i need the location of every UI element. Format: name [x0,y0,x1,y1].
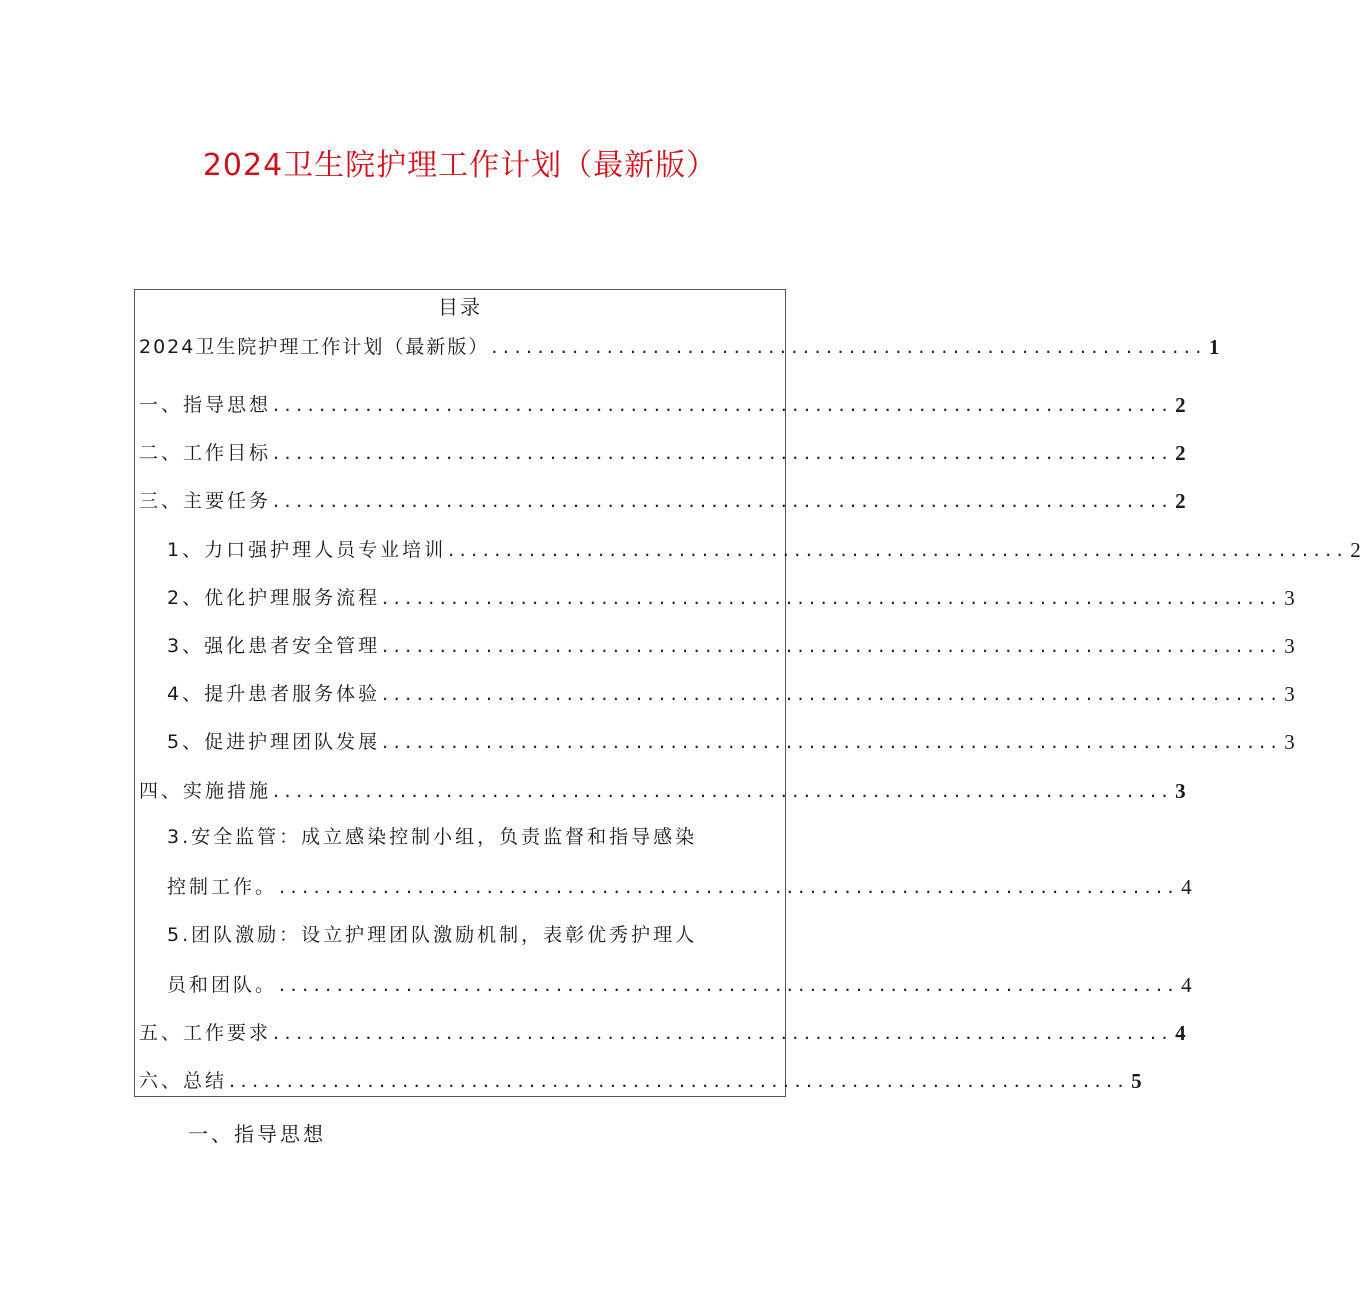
toc-leader-dots: .............................................................................. [382,635,1283,657]
toc-leader-dots: .............................................................................. [279,876,1180,898]
document-title: 2024卫生院护理工作计划（最新版） [202,148,718,183]
toc-entry-text: 2024卫生院护理工作计划（最新版） [139,336,490,358]
toc-entry-text: 四、实施措施 [139,780,272,802]
toc-entry-page: 2 [1350,538,1361,562]
toc-entry[interactable] [139,484,1186,516]
toc-subentry[interactable] [167,725,1295,757]
toc-entry-text: 二、工作目标 [139,442,272,464]
toc-subentry[interactable] [167,677,1295,709]
toc-leader-dots: .............................................................................. [229,1070,1130,1092]
toc-entry-text: 六、总结 [139,1070,228,1092]
toc-entry-page: 3 [1284,682,1295,706]
table-of-contents [134,289,1361,1097]
toc-entry-page: 2 [1175,393,1186,417]
toc-leader-dots: .............................................................................. [273,442,1174,464]
toc-entry[interactable] [139,1016,1186,1048]
toc-subentry[interactable] [167,870,1192,902]
toc-subentry-line1[interactable]: 3.安全监管：成立感染控制小组，负责监督和指导感染 [167,826,698,848]
toc-leader-dots: .............................................................. [491,336,1207,358]
toc-entry-text: 员和团队。 [167,974,278,996]
toc-entry-page: 2 [1175,489,1186,513]
toc-leader-dots: .............................................................................. [273,394,1174,416]
toc-entry-text: 三、主要任务 [139,490,272,512]
toc-subentry[interactable] [167,533,1361,565]
toc-heading: 目录 [438,295,482,319]
toc-entry-text: 控制工作。 [167,876,278,898]
section-heading: 一、指导思想 [188,1122,326,1146]
toc-entry-text: 1、力口强护理人员专业培训 [167,539,447,561]
toc-subentry[interactable] [167,629,1295,661]
toc-leader-dots: .............................................................................. [382,731,1283,753]
toc-entry-page: 2 [1175,441,1186,465]
toc-entry-text: 5、促进护理团队发展 [167,731,381,753]
toc-subentry[interactable] [167,968,1192,1000]
toc-entry-page: 3 [1284,634,1295,658]
toc-entry[interactable] [139,330,1220,362]
toc-entry-page: 4 [1181,875,1192,899]
toc-leader-dots: .............................................................................. [382,683,1283,705]
toc-entry-page: 4 [1181,973,1192,997]
toc-entry[interactable] [139,388,1186,420]
toc-entry-text: 2、优化护理服务流程 [167,587,381,609]
toc-subentry-line1[interactable]: 5.团队激励：设立护理团队激励机制，表彰优秀护理人 [167,924,698,946]
toc-entry-page: 3 [1284,586,1295,610]
toc-entry-text: 3、强化患者安全管理 [167,635,381,657]
toc-entry[interactable] [139,774,1186,806]
toc-leader-dots: .............................................................................. [382,587,1283,609]
toc-entry-page: 5 [1131,1069,1142,1093]
toc-entry[interactable] [139,436,1186,468]
toc-entry-page: 3 [1284,730,1295,754]
toc-entry[interactable] [139,1064,1142,1096]
toc-leader-dots: .............................................................................. [273,780,1174,802]
toc-entry-text: 五、工作要求 [139,1022,272,1044]
toc-entry-page: 4 [1175,1021,1186,1045]
toc-entry-page: 3 [1175,779,1186,803]
toc-subentry[interactable] [167,581,1295,613]
toc-entry-page: 1 [1208,335,1220,359]
toc-entry-text: 4、提升患者服务体验 [167,683,381,705]
toc-leader-dots: .............................................................................. [273,490,1174,512]
toc-leader-dots: .............................................................................. [279,974,1180,996]
toc-entry-text: 一、指导思想 [139,394,272,416]
toc-leader-dots: .............................................................................. [448,539,1349,561]
toc-leader-dots: .............................................................................. [273,1022,1174,1044]
